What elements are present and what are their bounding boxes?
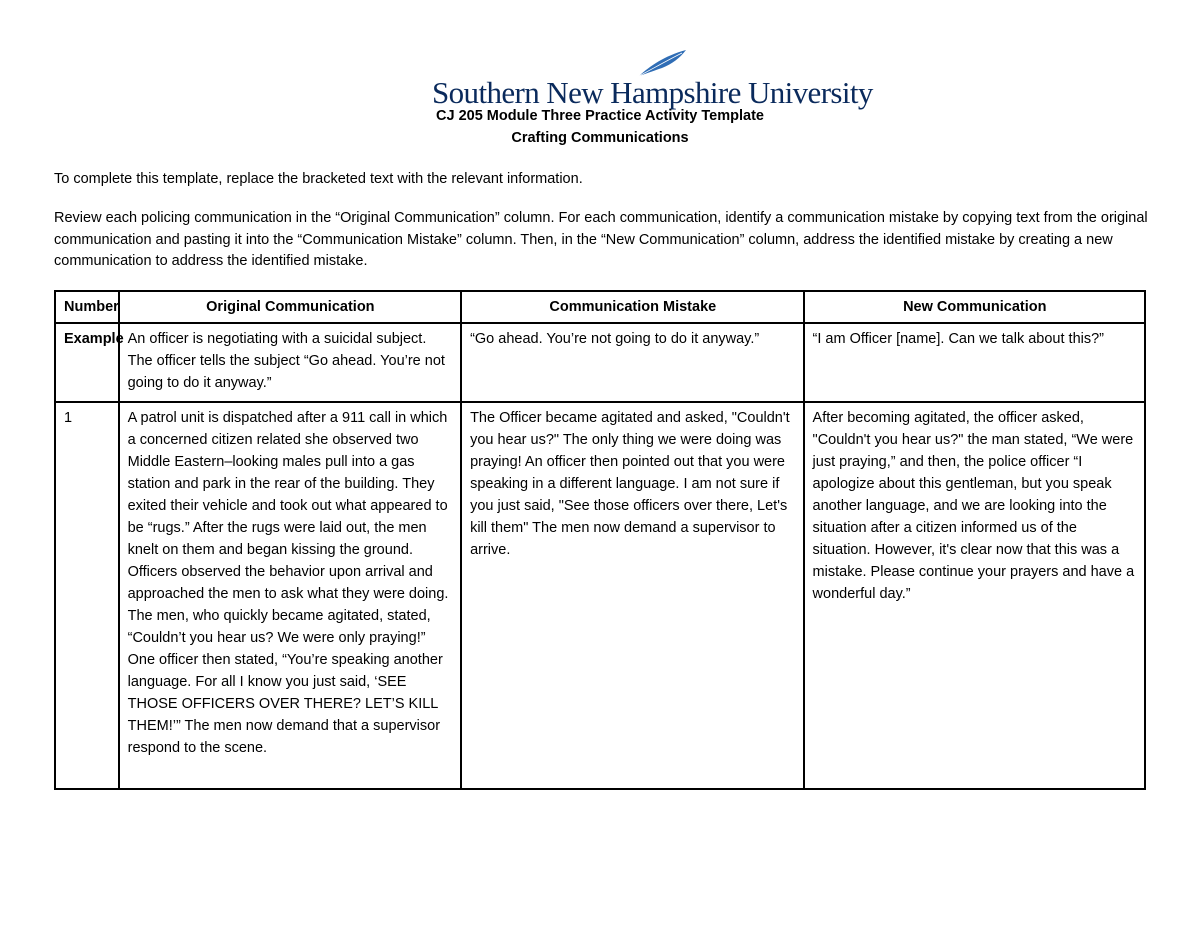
university-logo <box>432 48 873 110</box>
original-communication-cell[interactable]: A patrol unit is dispatched after a 911 call in which a concerned citizen related she observed two Middle Eastern–looking males pull into a gas station and park in the rear of the building. They exited their vehicle and took out what appeared to be “rugs.” After the rugs were laid out, the men knelt on them and began kissing the ground. Officers observed the behavior upon arrival and approached the men to ask what they were doing. The men, who quickly became agitated, stated, “Couldn’t you hear us? We were only praying!” One officer then stated, “You’re speaking another language. For all I know you just said, ‘SEE THOSE OFFICERS OVER THERE? LET’S KILL THEM!’” The men now demand that a supervisor respond to the scene. <box>119 402 461 789</box>
table-row <box>55 323 1145 402</box>
row-number: Example <box>55 323 119 402</box>
intro-instruction: To complete this template, replace the bracketed text with the relevant information. <box>54 171 583 187</box>
document-title: CJ 205 Module Three Practice Activity Template <box>436 108 764 124</box>
communication-mistake-cell[interactable]: “Go ahead. You’re not going to do it anyway.” <box>461 323 803 402</box>
new-communication-cell[interactable]: After becoming agitated, the officer asked, "Couldn't you hear us?" the man stated, “We were just praying,” and then, the police officer “I apologize about this gentleman, but you speak another language, and we are looking into the situation after a citizen informed us of the situation. However, it's clear now that this was a mistake. Please continue your prayers and have a wonderful day.” <box>804 402 1145 789</box>
feather-icon <box>636 48 688 78</box>
review-instruction: Review each policing communication in the “Original Communication” column. For each communication, identify a communication mistake by copying text from the original communication and pasting it into the “Communication Mistake” column. Then, in the “New Communication” column, address the identified mistake by creating a new communication to address the identified mistake. <box>54 210 1148 269</box>
communications-table <box>54 290 1146 790</box>
table-row <box>55 402 1145 789</box>
header-original-communication: Original Communication <box>119 291 461 323</box>
row-number: 1 <box>55 402 119 789</box>
original-communication-cell[interactable]: An officer is negotiating with a suicidal subject. The officer tells the subject “Go ahead. You’re not going to do it anyway.” <box>119 323 461 402</box>
header-number: Number <box>55 291 119 323</box>
logo-wordmark: Southern New Hampshire University <box>432 75 873 110</box>
table-header-row <box>55 291 1145 323</box>
new-communication-cell[interactable]: “I am Officer [name]. Can we talk about this?” <box>804 323 1145 402</box>
header-new-communication: New Communication <box>804 291 1145 323</box>
header-communication-mistake: Communication Mistake <box>461 291 803 323</box>
document-subtitle: Crafting Communications <box>511 130 689 146</box>
communication-mistake-cell[interactable]: The Officer became agitated and asked, "Couldn't you hear us?" The only thing we were doing was praying! An officer then pointed out that you were speaking in a different language. I am not sure if you just said, "See those officers over there, Let's kill them" The men now demand a supervisor to arrive. <box>461 402 803 789</box>
